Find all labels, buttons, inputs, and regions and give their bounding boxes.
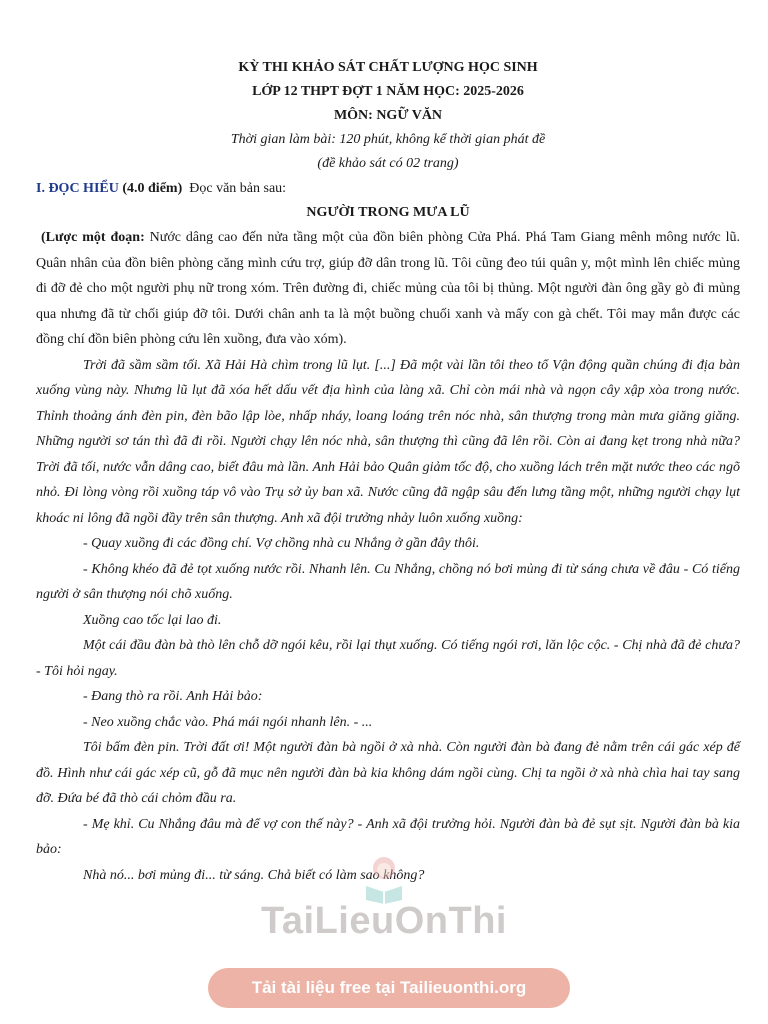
section-heading <box>36 177 740 201</box>
exam-grade-year: LỚP 12 THPT ĐỢT 1 NĂM HỌC: 2025-2026 <box>252 84 524 99</box>
story-paragraph: Nhà nó... bơi mủng đi... từ sáng. Chả biết có làm sao không? <box>83 867 425 883</box>
exam-page <box>36 56 740 888</box>
exam-subject: MÔN: NGỮ VĂN <box>333 108 443 123</box>
exam-page-count: (đề khảo sát có 02 trang) <box>317 156 459 171</box>
reading-girl-icon <box>358 852 410 904</box>
exam-duration: Thời gian làm bài: 120 phút, không kể thời gian phát đề <box>230 132 546 147</box>
exam-title: KỲ THI KHẢO SÁT CHẤT LƯỢNG HỌC SINH <box>238 60 538 75</box>
story-paragraph: Một cái đầu đàn bà thò lên chỗ dỡ ngói kêu, rồi lại thụt xuống. Có tiếng ngói rơi, lăn lộc cộc. - Chị nhà đã đẻ chưa? - Tôi hỏi ngay. <box>36 638 740 679</box>
intro-label: (Lược một đoạn: <box>41 230 145 245</box>
story-paragraph: - Không khéo đã đẻ tọt xuống nước rồi. Nhanh lên. Cu Nhắng, chồng nó bơi mủng đi từ sáng chưa về đâu - Có tiếng người ở sân thượng nói chõ xuống. <box>36 561 740 602</box>
story-paragraph: Xuồng cao tốc lại lao đi. <box>83 612 222 628</box>
download-banner-link[interactable]: Tải tài liệu free tại Tailieuonthi.org <box>208 968 570 1008</box>
story-paragraph: - Quay xuồng đi các đồng chí. Vợ chồng nhà cu Nhắng ở gần đây thôi. <box>83 536 480 551</box>
story-paragraph: - Mẹ khỉ. Cu Nhắng đâu mà để vợ con thế này? - Anh xã đội trưởng hỏi. Người đàn bà đẻ sụt sịt. Người đàn bà kia bảo: <box>36 816 740 857</box>
story-paragraph: Tôi bấm đèn pin. Trời đất ơi! Một người đàn bà ngồi ở xà nhà. Còn người đàn bà đang đẻ nằm trên cái gác xép để đồ. Hình như cái gác xép cũ, gỗ đã mục nên người đàn bà kia không dám ngồi cùng. Chị ta ngồi ở xà nhà chìa hai tay sang đỡ. Đứa bé đã thò cái chỏm đầu ra. <box>36 740 740 806</box>
story-paragraph: - Đang thò ra rồi. Anh Hải bảo: <box>83 689 263 704</box>
passage-title: NGƯỜI TRONG MƯA LŨ <box>306 205 470 220</box>
watermark-brand: TaiLieuOnThi <box>261 900 507 942</box>
story-paragraph: - Neo xuồng chắc vào. Phá mái ngói nhanh lên. - ... <box>83 714 373 730</box>
story-paragraph: Trời đã sầm sầm tối. Xã Hải Hà chìm trong lũ lụt. [...] Đã một vài lần tôi theo tổ Vận động quần chúng đi địa bàn xuống vùng này. Nhưng lũ lụt đã xóa hết dấu vết địa hình của làng xã. Chỉ còn mái nhà và ngọn cây xập xòa trong nước. Thỉnh thoảng ánh đèn pin, đèn bão lập lòe, nhấp nháy, loang loáng trên nóc nhà, sân thượng trong màn mưa giăng giăng. Những người sơ tán thì đã đi rồi. Người chạy lên nóc nhà, sân thượng thì cũng đã lên rồi. Còn ai đang kẹt trong nhà nữa? Trời đã tối, nước vẫn dâng cao, biết đâu mà lần. Anh Hải bảo Quân giảm tốc độ, cho xuồng lách trên mặt nước theo các ngõ nhỏ. Đi lòng vòng rồi xuồng táp vô vào Trụ sở ủy ban xã. Nước cũng đã ngập sâu đến lưng tầng một, những người chạy lụt khoác ni lông đã ngồi đầy trên sân thượng. Anh xã đội trưởng nhảy luôn xuống xuồng: <box>36 357 740 526</box>
section-points: (4.0 điểm) <box>122 181 183 196</box>
intro-text: Nước dâng cao đến nửa tầng một của đồn biên phòng Cửa Phá. Phá Tam Giang mênh mông nước lũ. Quân nhân của đồn biên phòng căng mình cứu trợ, giúp đỡ dân trong lũ. Tôi cũng đeo túi quân y, một mình lên chiếc mủng đi đỡ đẻ cho một người phụ nữ trong xóm. Trên đường đi, chiếc mủng của tôi bị thủng. Một người đàn ông gầy gò đi mủng qua nhưng đã từ chối giúp đỡ tôi. Dưới chân anh ta là một buồng chuối xanh và mấy con gà chết. Tôi may mắn được các đồng chí đồn biên phòng cứu lên xuồng, đưa vào xóm). <box>36 230 740 347</box>
intro-paragraph <box>36 225 740 353</box>
section-instruction: Đọc văn bản sau: <box>189 181 287 196</box>
section-name: I. ĐỌC HIỂU <box>36 181 119 196</box>
